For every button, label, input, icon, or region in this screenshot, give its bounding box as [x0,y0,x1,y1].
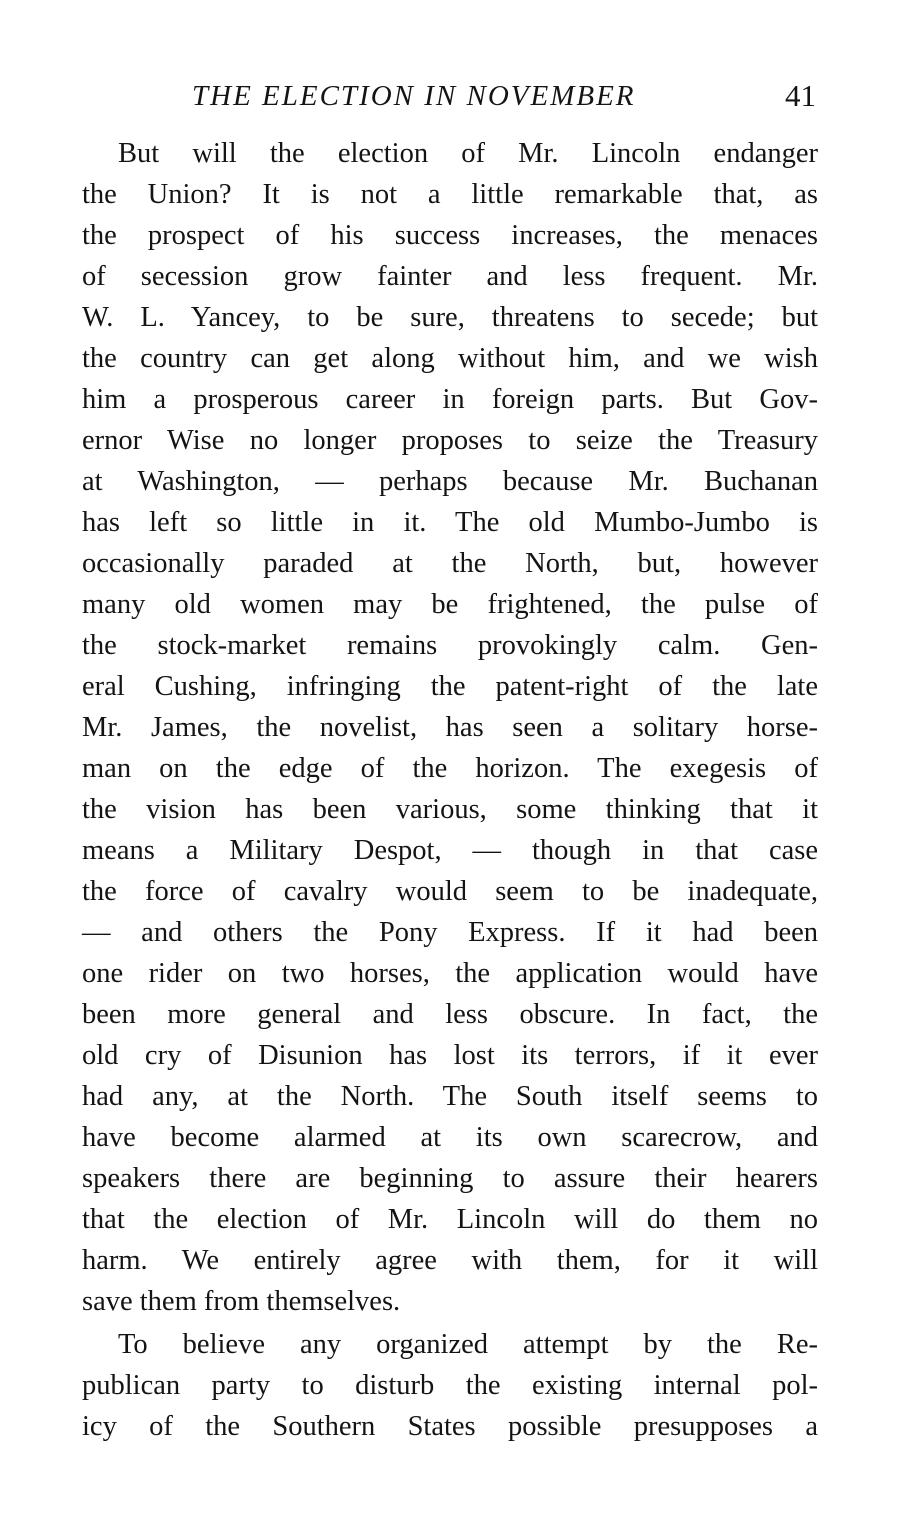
running-head [82,74,818,118]
text-line: Mr. James, the novelist, has seen a solitary horse- [82,712,818,743]
text-line: man on the edge of the horizon. The exegesis of [82,753,818,784]
text-line: means a Military Despot, — though in that case [82,835,818,866]
text-line: eral Cushing, infringing the patent-right of the late [82,671,818,702]
text-line: had any, at the North. The South itself seems to [82,1081,818,1112]
text-line: one rider on two horses, the application would have [82,958,818,989]
text-line: been more general and less obscure. In fact, the [82,999,818,1030]
text-line: save them from themselves. [82,1286,401,1317]
text-line: old cry of Disunion has lost its terrors, if it ever [82,1040,818,1071]
text-line: at Washington, — perhaps because Mr. Buchanan [82,466,818,497]
text-line: icy of the Southern States possible presupposes a [82,1411,818,1442]
text-line: have become alarmed at its own scarecrow, and [82,1122,818,1153]
text-line: the stock-market remains provokingly calm. Gen- [82,630,818,661]
text-line: harm. We entirely agree with them, for it will [82,1245,818,1276]
text-line: the prospect of his success increases, the menaces [82,220,818,251]
text-line: the vision has been various, some thinking that it [82,794,818,825]
text-line: speakers there are beginning to assure their hearers [82,1163,818,1194]
text-line: W. L. Yancey, to be sure, threatens to secede; but [82,302,818,333]
text-line: many old women may be frightened, the pulse of [82,589,818,620]
running-head-title: THE ELECTION IN NOVEMBER [192,80,636,112]
body-text [82,133,818,1447]
text-line: of secession grow fainter and less frequent. Mr. [82,261,818,292]
text-line: publican party to disturb the existing internal pol- [82,1370,818,1401]
text-line: To believe any organized attempt by the Re- [118,1329,818,1360]
text-line: But will the election of Mr. Lincoln endanger [118,138,818,169]
text-line: the force of cavalry would seem to be inadequate, [82,876,818,907]
paragraph [82,1324,818,1447]
page-number: 41 [785,78,816,113]
text-line: him a prosperous career in foreign parts. But Gov- [82,384,818,415]
text-line: that the election of Mr. Lincoln will do them no [82,1204,818,1235]
text-line: occasionally paraded at the North, but, however [82,548,818,579]
text-line: the country can get along without him, and we wish [82,343,818,374]
paragraph [82,133,818,1322]
text-line: — and others the Pony Express. If it had been [82,917,818,948]
text-line: the Union? It is not a little remarkable that, as [82,179,818,210]
text-line: has left so little in it. The old Mumbo-Jumbo is [82,507,818,538]
text-line: ernor Wise no longer proposes to seize the Treasury [82,425,818,456]
